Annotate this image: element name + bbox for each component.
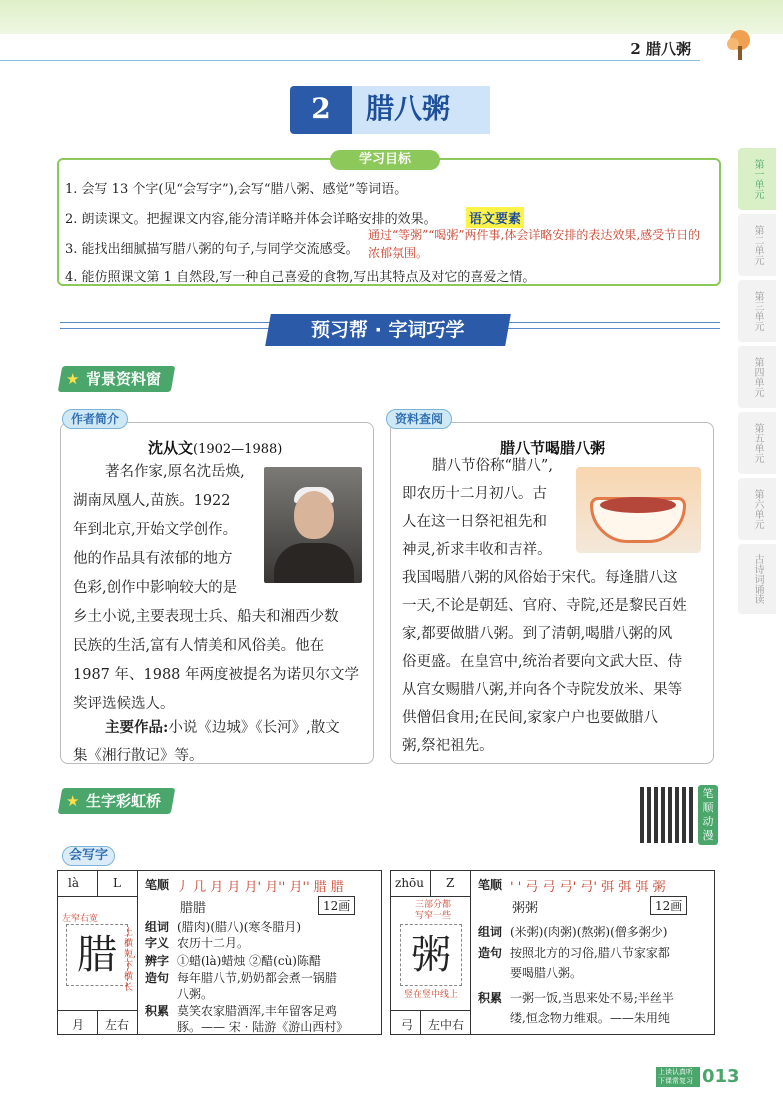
porridge-illustration xyxy=(576,467,701,553)
stroke-count: 12画 xyxy=(318,896,355,915)
tab-unit-3[interactable]: 第三单元 xyxy=(738,280,776,342)
author-line: 他的作品具有浓郁的地方 xyxy=(73,551,233,567)
big-character: 腊 xyxy=(66,924,128,986)
background-heading xyxy=(58,366,176,392)
tab-unit-6[interactable]: 第六单元 xyxy=(738,478,776,540)
jilei: 一粥一饭,当思来处不易;半丝半 xyxy=(510,991,674,1005)
goal-item: 2. 朗读课文。把握课文内容,能分清详略并体会详略安排的效果。 xyxy=(65,212,437,227)
label: 造句 xyxy=(478,946,503,960)
tip: 左窄右宽 xyxy=(62,914,99,924)
jilei: 豚。—— 宋 · 陆游《游山西村》 xyxy=(177,1020,349,1034)
works-label: 主要作品: xyxy=(105,719,169,736)
tip: 写窄一些 xyxy=(414,911,451,921)
goal-item: 3. 能找出细腻描写腊八粥的句子,与同学交流感受。 xyxy=(65,242,359,257)
structure: 左中右 xyxy=(428,1018,465,1032)
stroke-line: 粥粥 xyxy=(512,901,539,916)
learning-goals-tag: 学习目标 xyxy=(330,150,440,170)
running-header: 2 腊八粥 xyxy=(630,40,691,58)
author-line: 1987 年、1988 年两度被提名为诺贝尔文学 xyxy=(73,667,360,683)
bianzi: ①蜡(là)蜡烛 ②醋(cù)陈醋 xyxy=(177,954,321,968)
author-line: 乡土小说,主要表现士兵、船夫和湘西少数 xyxy=(73,609,339,625)
author-line: 著名作家,原名沈岳焕, xyxy=(105,464,245,480)
series-label xyxy=(656,1067,700,1087)
zaoju: 每年腊八节,奶奶都会煮一锅腊 xyxy=(177,971,337,985)
reference-line: 我国喝腊八粥的风俗始于宋代。每逢腊八这 xyxy=(402,570,678,586)
jilei: 缕,恒念物力维艰。——朱用纯 xyxy=(510,1011,670,1025)
tab-unit-2[interactable]: 第二单元 xyxy=(738,214,776,276)
author-years: (1902—1988) xyxy=(193,442,283,457)
stroke-label: 笔顺 xyxy=(145,878,170,892)
tab-unit-4[interactable]: 第四单元 xyxy=(738,346,776,408)
header-rule xyxy=(0,60,700,61)
tip: 三部分都 xyxy=(414,900,451,910)
zaoju: 要喝腊八粥。 xyxy=(510,966,583,980)
works-text: 小说《边城》《长河》,散文 xyxy=(168,720,340,736)
author-line: 湖南凤凰人,苗族。1922 xyxy=(73,493,231,509)
label: 字义 xyxy=(145,936,170,950)
tip: 上横短,下横长 xyxy=(124,928,136,993)
star-icon: ★ xyxy=(66,370,80,388)
reference-line: 人在这一日祭祀祖先和 xyxy=(402,514,547,530)
reference-line: 从宫女赐腊八粥,并向各个寺院发放米、果等 xyxy=(402,682,683,698)
reference-line: 家,都要做腊八粥。到了清朝,喝腊八粥的风 xyxy=(402,626,673,642)
lesson-name: 腊八粥 xyxy=(352,86,490,134)
pinyin: zhōu xyxy=(395,876,425,890)
qr-label: 笔顺动漫 xyxy=(698,785,718,845)
lesson-number: 2 xyxy=(290,86,352,134)
author-name xyxy=(148,437,282,458)
zuci: (腊肉)(腊八)(寒冬腊月) xyxy=(177,920,302,934)
radical: 月 xyxy=(72,1018,85,1032)
jilei: 莫笑农家腊酒浑,丰年留客足鸡 xyxy=(177,1004,337,1018)
author-line: 奖评选候选人。 xyxy=(73,696,175,712)
radical: 弓 xyxy=(401,1018,414,1032)
goal-item: 4. 能仿照课文第 1 自然段,写一种自己喜爱的食物,写出其特点及对它的喜爱之情。 xyxy=(65,270,536,285)
reference-line: 粥,祭祀祖先。 xyxy=(402,738,494,754)
rainbow-heading xyxy=(58,788,176,814)
label: 积累 xyxy=(478,991,503,1005)
author-line: 年到北京,开始文学创作。 xyxy=(73,522,238,538)
author-works xyxy=(105,713,340,743)
author-photo xyxy=(264,467,362,583)
label: 积累 xyxy=(145,1004,170,1018)
label: 组词 xyxy=(145,920,170,934)
rainbow-heading-text: 生字彩虹桥 xyxy=(86,792,162,810)
stroke-label: 笔顺 xyxy=(478,878,503,892)
section-banner-text: 预习帮 · 字词巧学 xyxy=(311,319,465,341)
stroke-count: 12画 xyxy=(650,896,687,915)
page-footer xyxy=(656,1066,766,1088)
section-banner xyxy=(265,314,511,346)
label: 造句 xyxy=(145,971,170,985)
letter: L xyxy=(113,876,121,890)
author-line: 色彩,创作中影响较大的是 xyxy=(73,580,238,596)
label: 辨字 xyxy=(145,954,170,968)
reference-line: 神灵,祈求丰收和吉祥。 xyxy=(402,542,552,558)
stroke-order: 丿 几 月 月 月' 月'' 月'' 腊 腊 xyxy=(176,880,344,895)
author-tag: 作者简介 xyxy=(62,409,128,429)
pinyin: là xyxy=(68,876,79,890)
lesson-title xyxy=(290,86,490,134)
structure: 左右 xyxy=(105,1018,130,1032)
tree-icon xyxy=(725,28,755,62)
tip: 竖在竖中线上 xyxy=(403,990,458,1000)
tab-poetry[interactable]: 古诗词诵读 xyxy=(738,544,776,614)
series-line: 下课常复习 xyxy=(658,1077,693,1085)
reference-title: 腊八节喝腊八粥 xyxy=(500,439,606,457)
reference-tag: 资料查阅 xyxy=(386,409,452,429)
zuci: (米粥)(肉粥)(熬粥)(僧多粥少) xyxy=(510,925,668,939)
ziyi: 农历十二月。 xyxy=(177,936,250,950)
yuwen-badge: 语文要素 xyxy=(466,207,524,228)
reference-line: 即农历十二月初八。古 xyxy=(402,486,547,502)
write-chars-tag: 会写字 xyxy=(62,846,115,866)
letter: Z xyxy=(446,876,455,890)
page-number: 013 xyxy=(702,1066,740,1087)
zaoju: 八粥。 xyxy=(177,987,214,1001)
author-line: 民族的生活,富有人情美和风俗美。他在 xyxy=(73,638,325,654)
reference-line: 一天,不论是朝廷、官府、寺院,还是黎民百姓 xyxy=(402,598,687,614)
tab-unit-1[interactable]: 第一单元 xyxy=(738,148,776,210)
tab-unit-5[interactable]: 第五单元 xyxy=(738,412,776,474)
big-character: 粥 xyxy=(400,924,462,986)
background-heading-text: 背景资料窗 xyxy=(86,370,162,388)
reference-line: 腊八节俗称“腊八”, xyxy=(432,458,553,474)
series-line: 上读认真听 xyxy=(658,1068,693,1076)
author-name-text: 沈从文 xyxy=(148,439,194,457)
reference-line: 俗更盛。在皇宫中,统治者要向文武大臣、侍 xyxy=(402,654,683,670)
label: 组词 xyxy=(478,925,503,939)
author-works-2: 集《湘行散记》等。 xyxy=(73,748,204,764)
zaoju: 按照北方的习俗,腊八节家家都 xyxy=(510,946,670,960)
reference-line: 供僧侣食用;在民间,家家户户也要做腊八 xyxy=(402,710,658,726)
top-band xyxy=(0,0,783,34)
stroke-order: ' ' 弓 弓 弓' 弓' 弭 弭 弭 粥 xyxy=(510,880,666,895)
stroke-line: 腊腊 xyxy=(180,901,207,916)
qr-code[interactable] xyxy=(640,787,696,843)
goal-item: 1. 会写 13 个字(见“会写字”),会写“腊八粥、感觉”等词语。 xyxy=(65,182,408,197)
goal-note: 通过“等粥”“喝粥”两件事,体会详略安排的表达效果,感受节日的浓郁氛围。 xyxy=(368,228,701,260)
star-icon: ★ xyxy=(66,792,80,810)
